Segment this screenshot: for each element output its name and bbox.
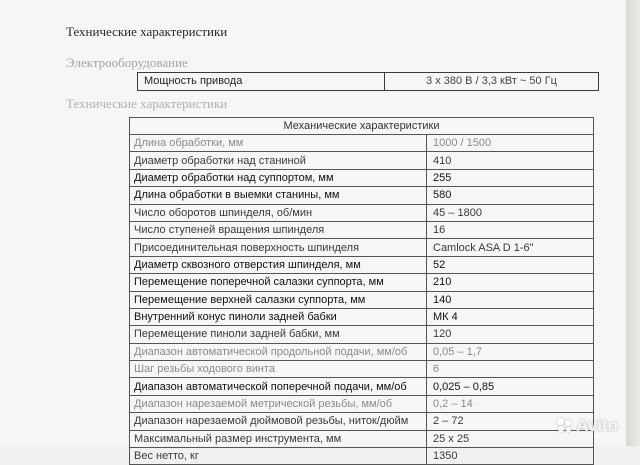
spec-name: Максимальный размер инструмента, мм xyxy=(130,430,427,447)
spec-value: 410 xyxy=(427,152,594,169)
spec-value: 0,025 – 0,85 xyxy=(427,378,594,395)
spec-name: Перемещение верхней салазки суппорта, мм xyxy=(130,291,427,308)
spec-name: Перемещение пиноли задней бабки, мм xyxy=(130,326,427,343)
spec-value: 6 xyxy=(427,361,594,378)
spec-value: 2 – 72 xyxy=(427,413,594,430)
table-row xyxy=(130,448,594,465)
power-table xyxy=(137,72,599,91)
spec-value: 52 xyxy=(427,256,594,273)
watermark-text: Avito xyxy=(576,416,618,435)
spec-name: Диапазон автоматической продольной подачи, мм/об xyxy=(130,343,427,360)
table-row xyxy=(130,378,594,395)
watermark xyxy=(557,416,618,436)
section-title-electrical: Электрооборудование xyxy=(66,55,188,70)
spec-value: 0,2 – 14 xyxy=(427,395,594,412)
spec-name: Диаметр сквозного отверстия шпинделя, мм xyxy=(130,256,427,273)
avito-logo-icon xyxy=(557,418,573,434)
table-row xyxy=(130,430,594,447)
spec-value: 120 xyxy=(427,326,594,343)
spec-value: МК 4 xyxy=(427,308,594,325)
spec-name: Число ступеней вращения шпинделя xyxy=(130,221,427,238)
spec-name: Диапазон нарезаемой метрической резьбы, мм/об xyxy=(130,395,427,412)
power-value: 3 х 380 В / 3,3 кВт ~ 50 Гц xyxy=(426,75,557,87)
spec-name: Перемещение поперечной салазки суппорта, мм xyxy=(130,274,427,291)
spec-name: Диаметр обработки над суппортом, мм xyxy=(130,169,427,186)
table-row xyxy=(130,187,594,204)
spec-name: Шаг резьбы ходового винта xyxy=(130,361,427,378)
table-row xyxy=(130,291,594,308)
spec-value: 140 xyxy=(427,291,594,308)
table-row xyxy=(130,308,594,325)
spec-value: 25 х 25 xyxy=(427,430,594,447)
table-row xyxy=(130,395,594,412)
spec-value: 1350 xyxy=(427,448,594,465)
table-row xyxy=(130,135,594,152)
spec-name: Присоединительная поверхность шпинделя xyxy=(130,239,427,256)
table-row xyxy=(130,274,594,291)
table-row xyxy=(130,221,594,238)
spec-name: Диаметр обработки над станиной xyxy=(130,152,427,169)
spec-value: 580 xyxy=(427,187,594,204)
spec-name: Число оборотов шпинделя, об/мин xyxy=(130,204,427,221)
table-row xyxy=(130,152,594,169)
mechanical-specs-table xyxy=(129,117,594,465)
spec-name: Внутренний конус пиноли задней бабки xyxy=(130,308,427,325)
spec-name: Длина обработки, мм xyxy=(130,135,427,152)
section-title-technical: Технические характеристики xyxy=(66,96,228,111)
table-row xyxy=(130,204,594,221)
table-row xyxy=(130,239,594,256)
table-row xyxy=(130,326,594,343)
table-header: Механические характеристики xyxy=(130,118,594,135)
spec-value: 16 xyxy=(427,221,594,238)
table-header-row xyxy=(130,118,594,135)
table-row xyxy=(130,413,594,430)
spec-name: Диапазон нарезаемой дюймовой резьбы, ниток/дюйм xyxy=(130,413,427,430)
table-row xyxy=(130,361,594,378)
spec-value: 1000 / 1500 xyxy=(427,135,594,152)
spec-value: 255 xyxy=(427,169,594,186)
table-row xyxy=(130,256,594,273)
table-row xyxy=(130,169,594,186)
page-title: Технические характеристики xyxy=(66,24,228,39)
spec-name: Вес нетто, кг xyxy=(130,448,427,465)
spec-name: Длина обработки в выемки станины, мм xyxy=(130,187,427,204)
page-edge-shadow xyxy=(626,0,640,446)
spec-value: 210 xyxy=(427,274,594,291)
spec-name: Диапазон автоматической поперечной подачи, мм/об xyxy=(130,378,427,395)
power-label: Мощность привода xyxy=(138,73,385,90)
spec-value: 45 – 1800 xyxy=(427,204,594,221)
table-row xyxy=(130,343,594,360)
spec-value: 0,05 – 1,7 xyxy=(427,343,594,360)
spec-value: Camlock ASA D 1-6" xyxy=(427,239,594,256)
